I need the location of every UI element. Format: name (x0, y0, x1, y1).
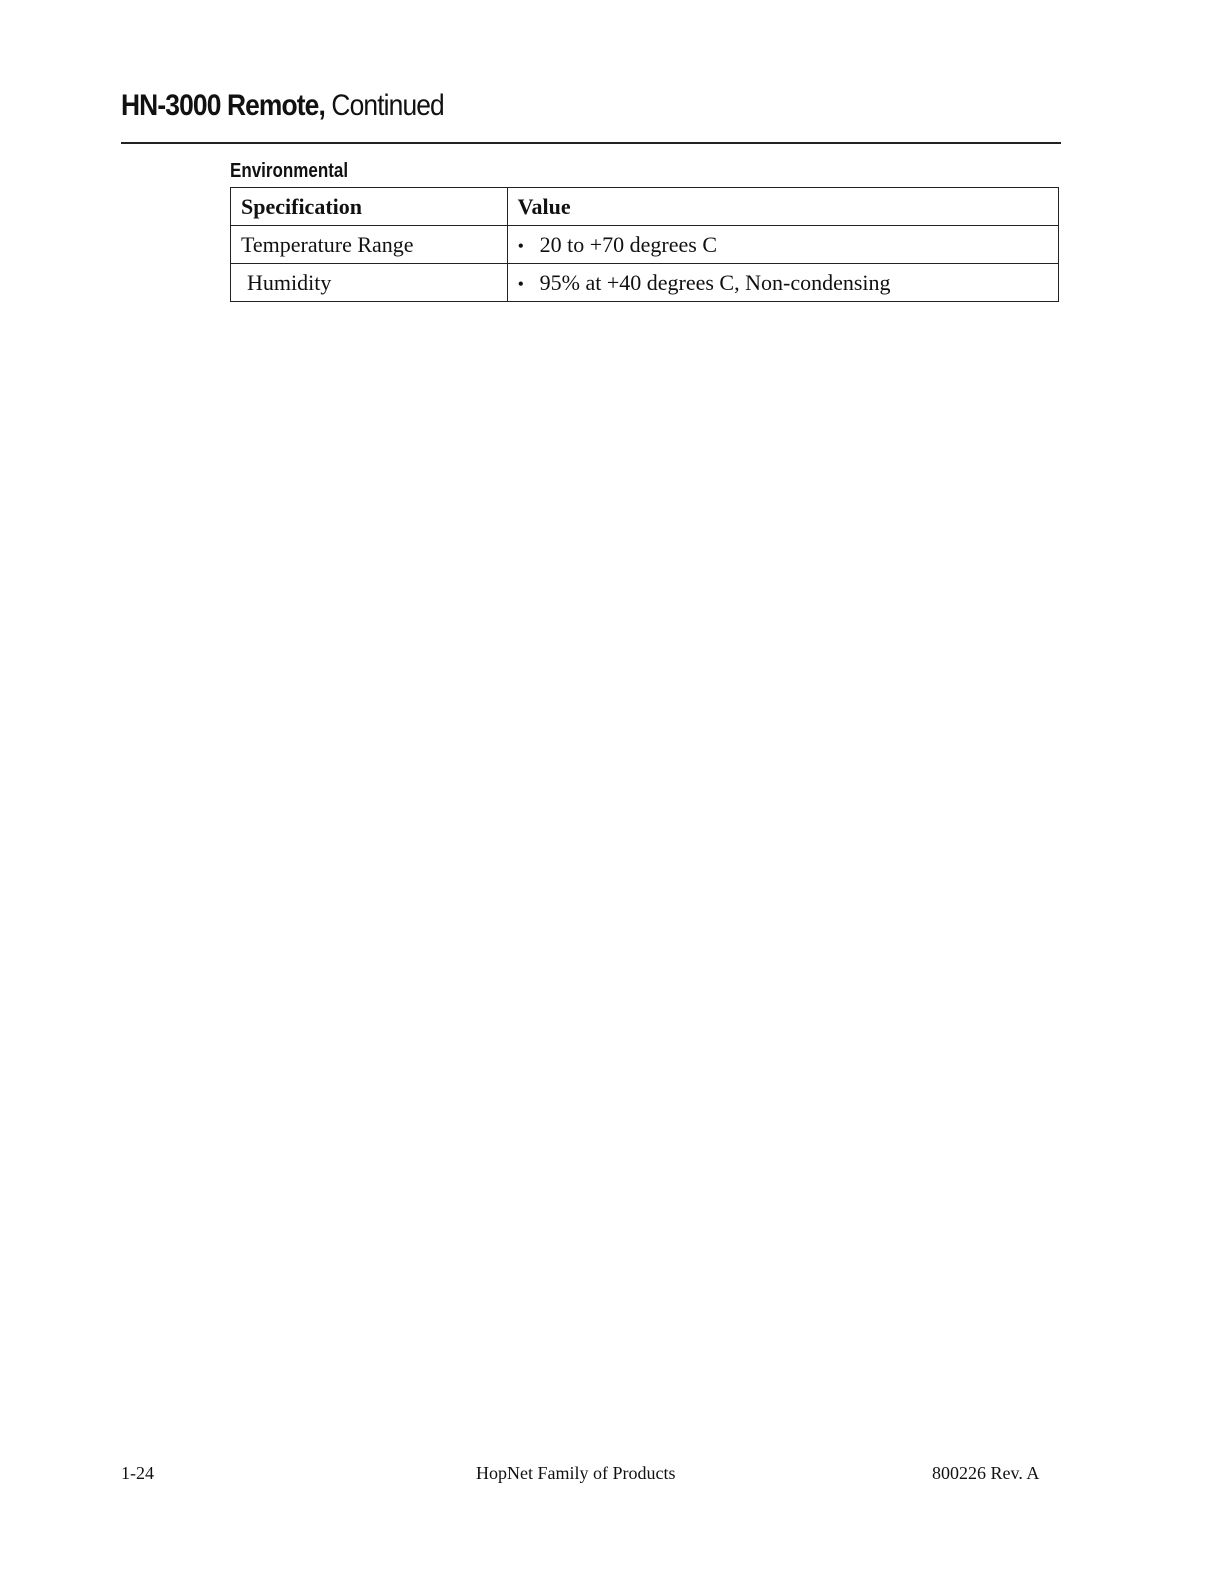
table-row (231, 264, 1059, 302)
value-text: 95% at +40 degrees C, Non-condensing (539, 269, 891, 295)
title-divider (121, 142, 1061, 144)
spec-cell: Temperature Range (231, 226, 508, 264)
column-header-specification: Specification (231, 188, 508, 226)
bullet-icon: • (517, 235, 524, 256)
section-heading: Environmental (230, 160, 349, 182)
page-title (121, 84, 444, 128)
footer-revision: 800226 Rev. A (932, 1463, 1040, 1483)
page-title-bold: HN-3000 Remote, (121, 89, 325, 122)
value-text: 20 to +70 degrees C (539, 231, 718, 257)
bullet-icon: • (517, 273, 524, 294)
page-title-continued: Continued (331, 89, 444, 122)
specification-table (230, 187, 1059, 302)
spec-cell: Humidity (231, 264, 508, 302)
footer-page-number: 1-24 (121, 1463, 154, 1483)
column-header-value: Value (507, 188, 1058, 226)
footer-product-name: HopNet Family of Products (476, 1463, 676, 1483)
table-row (231, 226, 1059, 264)
value-cell (507, 226, 1058, 264)
table-header-row (231, 188, 1059, 226)
value-cell (507, 264, 1058, 302)
